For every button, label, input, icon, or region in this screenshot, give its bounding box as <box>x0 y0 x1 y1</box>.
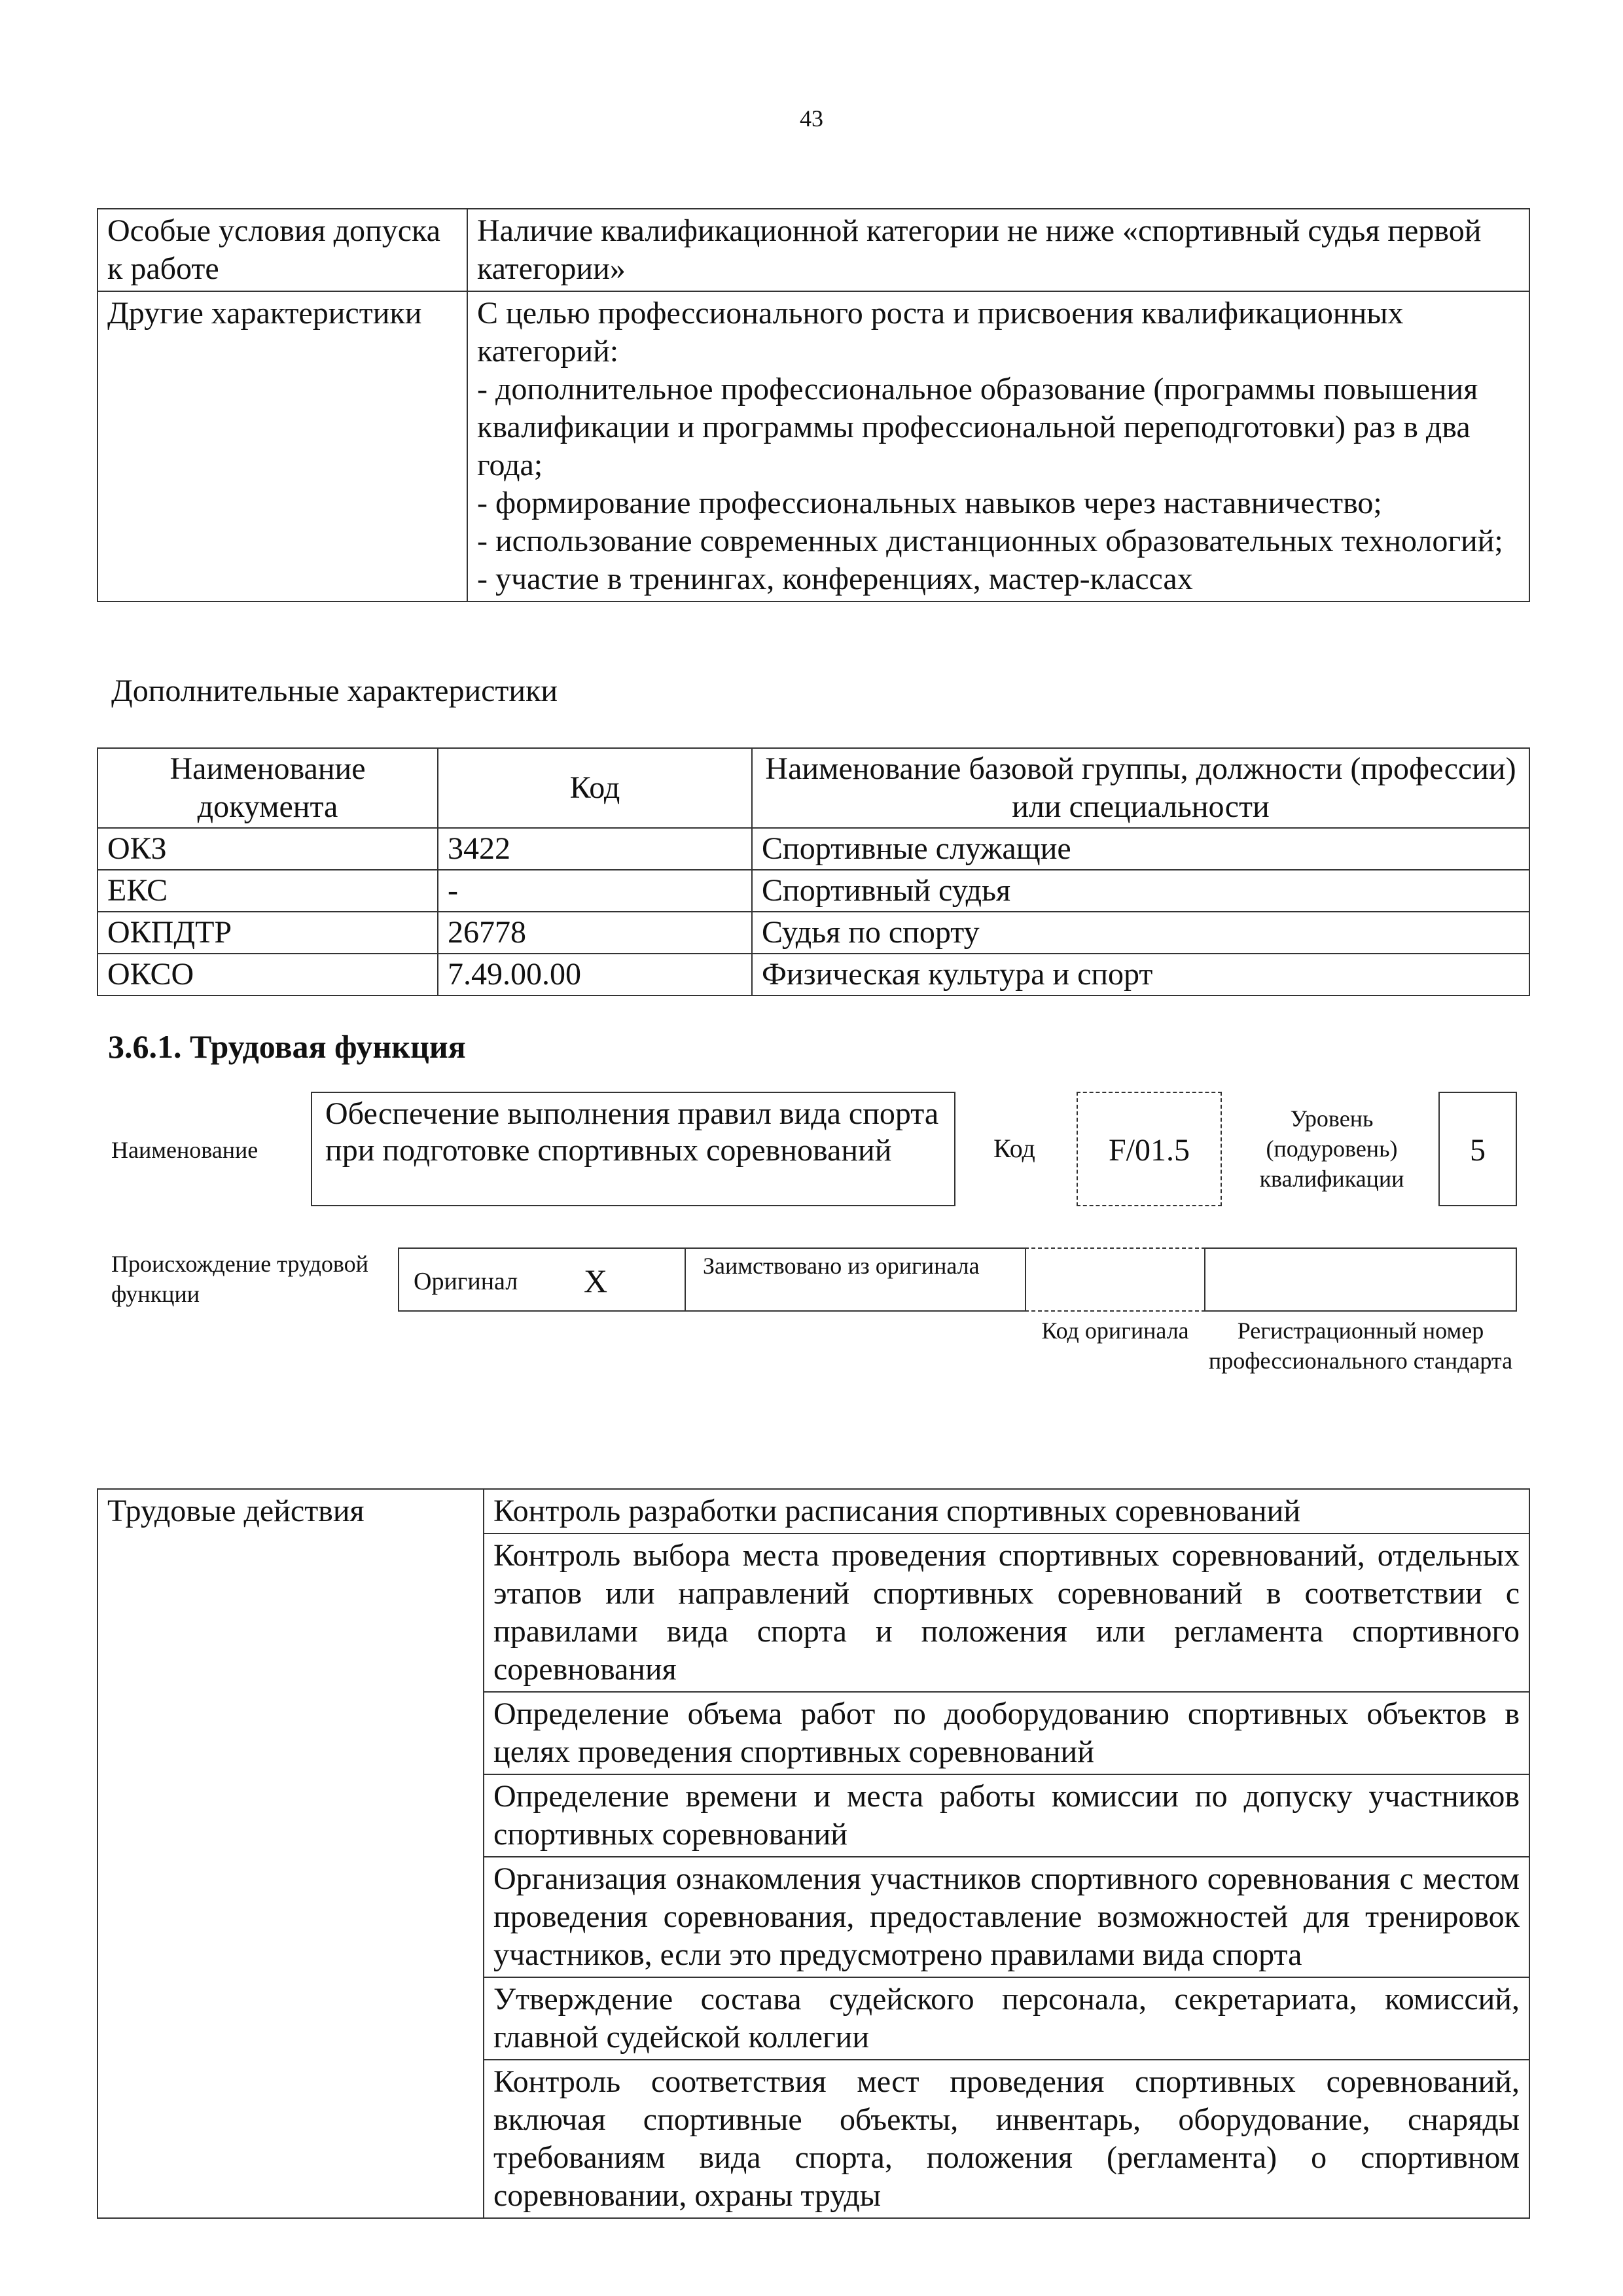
table-cell: 26778 <box>438 912 752 954</box>
table-cell: ОКСО <box>98 954 438 996</box>
table-row <box>98 209 1529 291</box>
name-label: Наименование <box>111 1137 259 1163</box>
action-item: Контроль соответствия мест проведения спортивных соревнований, включая спортивные объекты, инвентарь, оборудование, снаряды требованиям вида спорта, положения (регламента) о спортивном соревновании, охраны труды <box>484 2060 1529 2218</box>
code-label: Код <box>993 1134 1035 1163</box>
actions-label: Трудовые действия <box>98 1489 484 2218</box>
cell-label: Особые условия допуска к работе <box>98 209 467 291</box>
table-cell: Судья по спорту <box>752 912 1529 954</box>
header-cell: Код <box>438 748 752 828</box>
table-row <box>98 1489 1529 1534</box>
table-cell: - <box>438 870 752 912</box>
list-item: С целью профессионального роста и присвоения квалификационных категорий: <box>477 296 1404 368</box>
table-row <box>98 954 1529 996</box>
labor-actions-table <box>97 1488 1530 2219</box>
list-item: - участие в тренингах, конференциях, мастер-классах <box>477 562 1193 596</box>
original-label: Оригинал <box>414 1268 518 1295</box>
original-cell <box>398 1247 686 1312</box>
original-mark: X <box>584 1263 608 1299</box>
table-header-row <box>98 748 1529 828</box>
code-value-box: F/01.5 <box>1077 1092 1222 1206</box>
page-number: 43 <box>800 105 823 132</box>
action-item: Определение времени и места работы комиссии по допуску участников спортивных соревнований <box>484 1774 1529 1857</box>
registration-number-cell <box>1204 1247 1517 1312</box>
cell-label: Другие характеристики <box>98 291 467 601</box>
action-item: Организация ознакомления участников спортивного соревнования с местом проведения соревнования, предоставление возможностей для тренировок участников, если это предусмотрено правилами вида спорта <box>484 1857 1529 1977</box>
conditions-table <box>97 208 1530 602</box>
section-title: 3.6.1. Трудовая функция <box>108 1028 466 1065</box>
action-item: Контроль выбора места проведения спортивных соревнований, отдельных этапов или направлений спортивных соревнований в соответствии с правилами вида спорта и положения или регламента спортивного соревнования <box>484 1534 1529 1692</box>
header-cell: Наименование базовой группы, должности (профессии) или специальности <box>752 748 1529 828</box>
action-item: Определение объема работ по дооборудованию спортивных объектов в целях проведения спортивных соревнований <box>484 1692 1529 1774</box>
original-code-caption: Код оригинала <box>1041 1318 1189 1344</box>
list-item: - формирование профессиональных навыков через наставничество; <box>477 486 1382 520</box>
action-item: Утверждение состава судейского персонала, секретариата, комиссий, главной судейской коллегии <box>484 1977 1529 2060</box>
list-item: - дополнительное профессиональное образование (программы повышения квалификации и программы профессиональной переподготовки) раз в два года; <box>477 372 1478 482</box>
function-name-box: Обеспечение выполнения правил вида спорта при подготовке спортивных соревнований <box>311 1092 955 1206</box>
cell-value: Наличие квалификационной категории не ниже «спортивный судья первой категории» <box>467 209 1529 291</box>
table-cell: 3422 <box>438 828 752 870</box>
original-code-cell <box>1025 1247 1205 1312</box>
table-cell: 7.49.00.00 <box>438 954 752 996</box>
registration-number-caption: Регистрационный номер профессионального стандарта <box>1208 1318 1513 1374</box>
table-cell: Физическая культура и спорт <box>752 954 1529 996</box>
additional-table <box>97 747 1530 996</box>
level-label: Уровень (подуровень) квалификации <box>1259 1105 1404 1192</box>
table-cell: Спортивные служащие <box>752 828 1529 870</box>
table-cell: ОКПДТР <box>98 912 438 954</box>
additional-heading: Дополнительные характеристики <box>111 673 558 708</box>
table-cell: ЕКС <box>98 870 438 912</box>
table-cell: Спортивный судья <box>752 870 1529 912</box>
table-row <box>98 291 1529 601</box>
table-cell: ОКЗ <box>98 828 438 870</box>
level-value-box: 5 <box>1438 1092 1517 1206</box>
origin-label: Происхождение трудовой функции <box>111 1251 368 1307</box>
header-cell: Наименование документа <box>98 748 438 828</box>
borrowed-cell: Заимствовано из оригинала <box>685 1247 1026 1312</box>
cell-value <box>467 291 1529 601</box>
list-item: - использование современных дистанционных образовательных технологий; <box>477 524 1503 558</box>
table-row <box>98 912 1529 954</box>
table-row <box>98 870 1529 912</box>
table-row <box>98 828 1529 870</box>
action-item: Контроль разработки расписания спортивных соревнований <box>484 1489 1529 1534</box>
